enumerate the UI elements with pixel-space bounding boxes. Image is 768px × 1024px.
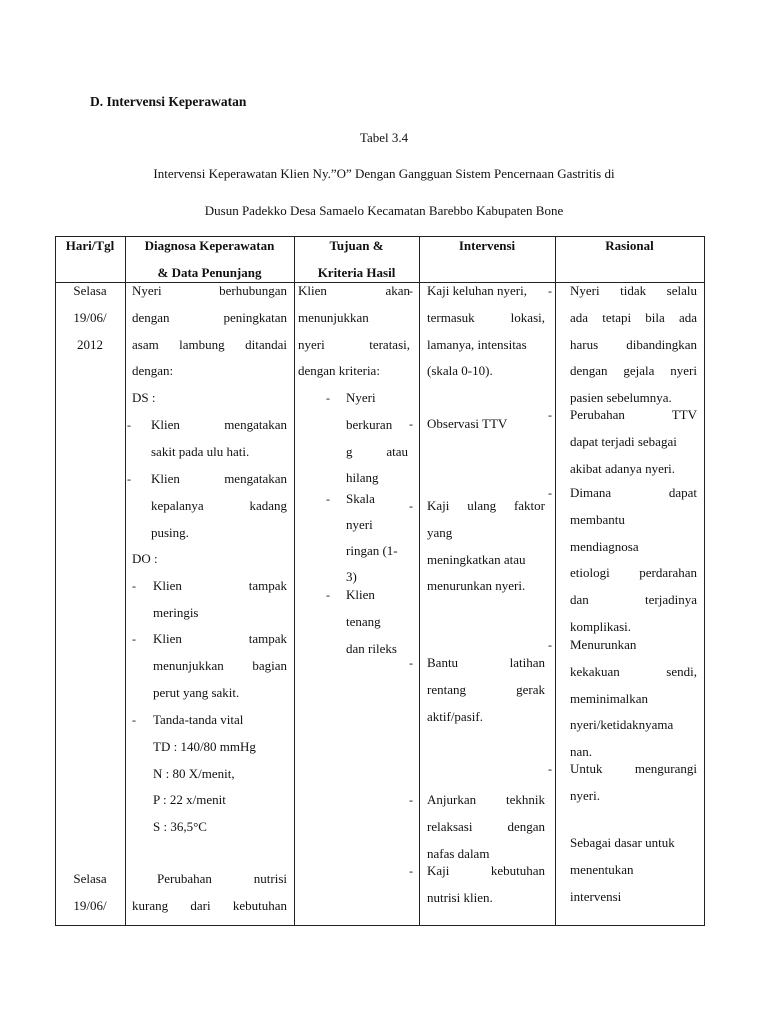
rasional-line: nyeri/ketidaknyama bbox=[570, 717, 674, 733]
bullet-dash: - bbox=[409, 499, 413, 513]
intervensi-line: Bantu latihan bbox=[427, 655, 545, 670]
section-heading: D. Intervensi Keperawatan bbox=[90, 94, 247, 109]
rasional-line: mendiagnosa bbox=[570, 538, 639, 554]
vital-p: P : 22 x/menit bbox=[153, 792, 226, 808]
kriteria-line: berkuran bbox=[346, 416, 393, 432]
intervensi-item-5 bbox=[427, 787, 545, 867]
kriteria-line: Nyeri bbox=[346, 390, 376, 405]
do-item-line: menunjukkan bagian bbox=[153, 657, 287, 673]
kriteria-item-3 bbox=[346, 582, 408, 662]
rasional-item-5 bbox=[570, 756, 697, 810]
col-border-2 bbox=[294, 236, 295, 926]
intervensi-line: Anjurkan tekhnik bbox=[427, 792, 545, 807]
row2-hari-line: 19/06/ bbox=[73, 897, 107, 913]
vital-s: S : 36,5°C bbox=[153, 819, 207, 835]
bullet-dash: - bbox=[548, 486, 552, 500]
tujuan-line: menunjukkan bbox=[298, 309, 369, 325]
diagnosa-line: asam lambung ditandai bbox=[132, 336, 287, 352]
bullet-dash: - bbox=[132, 713, 136, 727]
rasional-line: meminimalkan bbox=[570, 690, 648, 706]
do-item-1 bbox=[153, 573, 287, 627]
kriteria-line: hilang bbox=[346, 470, 379, 486]
intervensi-line: menurunkan nyeri. bbox=[427, 578, 526, 594]
rasional-line: dengan gejala nyeri bbox=[570, 363, 697, 379]
do-item-line: Klien tampak bbox=[153, 578, 287, 593]
row1-hari-tgl bbox=[55, 278, 125, 358]
intervensi-line: Observasi TTV bbox=[427, 416, 508, 431]
intervensi-item-3 bbox=[427, 493, 545, 600]
header-diagnosa-line1: Diagnosa Keperawatan bbox=[144, 238, 275, 253]
do-item-line: Tanda-tanda vital bbox=[153, 712, 244, 727]
intervensi-line: Kaji ulang faktor bbox=[427, 498, 545, 513]
rasional-item-2 bbox=[570, 402, 697, 482]
ds-label: DS : bbox=[132, 390, 156, 406]
intervensi-line: nafas dalam bbox=[427, 845, 490, 861]
rasional-line: pasien sebelumnya. bbox=[570, 390, 672, 406]
row1-hari-line: 2012 bbox=[77, 336, 103, 352]
intervensi-line: termasuk lokasi, bbox=[427, 309, 545, 325]
header-diagnosa-line2: & Data Penunjang bbox=[157, 265, 262, 280]
header-rasional: Rasional bbox=[605, 238, 654, 253]
ds-item-line: Klien mengatakan bbox=[151, 417, 287, 432]
rasional-line: nan. bbox=[570, 744, 593, 760]
rasional-line: ada tetapi bila ada bbox=[570, 309, 697, 325]
tujuan-line: dengan kriteria: bbox=[298, 363, 380, 379]
intervensi-line: meningkatkan atau bbox=[427, 551, 526, 567]
bullet-dash: - bbox=[127, 418, 131, 432]
rasional-line: kekakuan sendi, bbox=[570, 663, 697, 679]
bullet-dash: - bbox=[548, 284, 552, 298]
bullet-dash: - bbox=[548, 408, 552, 422]
kriteria-line: 3) bbox=[346, 569, 357, 584]
bullet-dash: - bbox=[409, 417, 413, 431]
col-border-1 bbox=[125, 236, 126, 926]
do-item-line: meringis bbox=[153, 604, 199, 620]
bullet-dash: - bbox=[409, 864, 413, 878]
rasional-line: Nyeri tidak selalu bbox=[570, 283, 697, 298]
intervensi-line: lamanya, intensitas bbox=[427, 336, 527, 352]
rasional-line: membantu bbox=[570, 511, 625, 527]
ds-item-2 bbox=[151, 466, 287, 546]
bullet-dash: - bbox=[326, 588, 330, 602]
table-title-line-2: Dusun Padekko Desa Samaelo Kecamatan Barebbo Kabupaten Bone bbox=[204, 203, 564, 218]
row2-hari-tgl bbox=[55, 866, 125, 920]
bullet-dash: - bbox=[127, 472, 131, 486]
col-border-right bbox=[704, 236, 705, 926]
col-border-3 bbox=[419, 236, 420, 926]
bullet-dash: - bbox=[132, 632, 136, 646]
intervensi-item-4 bbox=[427, 650, 545, 730]
row2-diagnosa-line: kurang dari kebutuhan bbox=[132, 897, 287, 913]
do-item-line: Klien tampak bbox=[153, 631, 287, 646]
row2-hari-line: Selasa bbox=[73, 871, 107, 886]
row1-hari-line: Selasa bbox=[73, 283, 107, 298]
table-title-line-1: Intervensi Keperawatan Klien Ny.”O” Dengan Gangguan Sistem Pencernaan Gastritis di bbox=[153, 166, 615, 181]
diagnosa-line: Nyeri berhubungan bbox=[132, 283, 287, 298]
col-border-4 bbox=[555, 236, 556, 926]
do-item-3 bbox=[153, 707, 287, 841]
rasional-line: harus dibandingkan bbox=[570, 336, 697, 352]
intervensi-item-2 bbox=[427, 411, 545, 438]
diagnosa-line: dengan: bbox=[132, 363, 174, 379]
diagnosa-line: dengan peningkatan bbox=[132, 309, 287, 325]
bullet-dash: - bbox=[326, 492, 330, 506]
bullet-dash: - bbox=[409, 793, 413, 807]
rasional-line: Dimana dapat bbox=[570, 485, 697, 500]
ds-item-line: sakit pada ulu hati. bbox=[151, 443, 250, 459]
kriteria-line: ringan (1- bbox=[346, 543, 398, 558]
rasional-item-6 bbox=[570, 830, 697, 910]
rasional-line: Menurunkan bbox=[570, 637, 637, 652]
row1-tujuan-intro bbox=[298, 278, 410, 385]
bullet-dash: - bbox=[548, 762, 552, 776]
rasional-item-4 bbox=[570, 632, 697, 766]
header-intervensi: Intervensi bbox=[458, 238, 516, 253]
bullet-dash: - bbox=[548, 638, 552, 652]
intervensi-item-1 bbox=[427, 278, 545, 385]
intervention-table bbox=[55, 236, 705, 926]
intervensi-item-6 bbox=[427, 858, 545, 912]
row2-diagnosa bbox=[132, 866, 287, 920]
kriteria-line: tenang bbox=[346, 613, 381, 629]
table-label: Tabel 3.4 bbox=[359, 130, 409, 145]
do-item-line: perut yang sakit. bbox=[153, 684, 240, 700]
kriteria-item-1 bbox=[346, 385, 408, 492]
rasional-line: dapat terjadi sebagai bbox=[570, 433, 677, 449]
rasional-line: komplikasi. bbox=[570, 618, 632, 634]
header-tujuan-line1: Tujuan & bbox=[329, 238, 384, 253]
ds-item-line: kepalanya kadang bbox=[151, 497, 287, 513]
intervensi-line: yang bbox=[427, 524, 453, 540]
rasional-line: nyeri. bbox=[570, 787, 600, 803]
rasional-line: intervensi bbox=[570, 888, 622, 904]
intervensi-line: relaksasi dengan bbox=[427, 818, 545, 834]
vital-n: N : 80 X/menit, bbox=[153, 765, 235, 781]
header-hari-tgl: Hari/Tgl bbox=[65, 238, 115, 253]
ds-item-line: pusing. bbox=[151, 524, 189, 540]
do-label: DO : bbox=[132, 551, 158, 566]
kriteria-line: nyeri bbox=[346, 517, 373, 532]
kriteria-item-2 bbox=[346, 486, 408, 590]
tujuan-line: nyeri teratasi, bbox=[298, 336, 410, 352]
rasional-line: Untuk mengurangi bbox=[570, 761, 697, 776]
kriteria-line: g atau bbox=[346, 443, 408, 459]
intervensi-line: (skala 0-10). bbox=[427, 363, 493, 379]
vital-td: TD : 140/80 mmHg bbox=[153, 738, 256, 754]
row1-hari-line: 19/06/ bbox=[73, 309, 107, 325]
intervensi-line: rentang gerak bbox=[427, 681, 545, 697]
rasional-line: menentukan bbox=[570, 861, 634, 877]
row1-diagnosa-intro bbox=[132, 278, 287, 412]
ds-item-line: Klien mengatakan bbox=[151, 471, 287, 486]
rasional-item-1 bbox=[570, 278, 697, 412]
intervensi-line: Kaji keluhan nyeri, bbox=[427, 283, 527, 298]
row2-diagnosa-line: Perubahan nutrisi bbox=[157, 871, 287, 886]
rasional-item-3 bbox=[570, 480, 697, 641]
rasional-line: Sebagai dasar untuk bbox=[570, 835, 675, 850]
bullet-dash: - bbox=[409, 284, 413, 298]
kriteria-line: Skala bbox=[346, 491, 375, 506]
header-tujuan-line2: Kriteria Hasil bbox=[317, 265, 396, 280]
rasional-line: etiologi perdarahan bbox=[570, 565, 697, 581]
rasional-line: Perubahan TTV bbox=[570, 407, 697, 422]
intervensi-line: aktif/pasif. bbox=[427, 708, 483, 724]
rasional-line: akibat adanya nyeri. bbox=[570, 460, 676, 476]
ds-item-1 bbox=[151, 412, 287, 466]
do-label-cell bbox=[132, 546, 287, 573]
bullet-dash: - bbox=[132, 579, 136, 593]
kriteria-line: Klien bbox=[346, 587, 375, 602]
table-bottom-border bbox=[55, 925, 705, 926]
kriteria-line: dan rileks bbox=[346, 640, 397, 656]
bullet-dash: - bbox=[326, 391, 330, 405]
do-item-2 bbox=[153, 626, 287, 706]
bullet-dash: - bbox=[409, 656, 413, 670]
intervensi-line: nutrisi klien. bbox=[427, 889, 493, 905]
rasional-line: dan terjadinya bbox=[570, 592, 697, 608]
intervensi-line: Kaji kebutuhan bbox=[427, 863, 545, 878]
tujuan-line: Klien akan bbox=[298, 283, 410, 298]
